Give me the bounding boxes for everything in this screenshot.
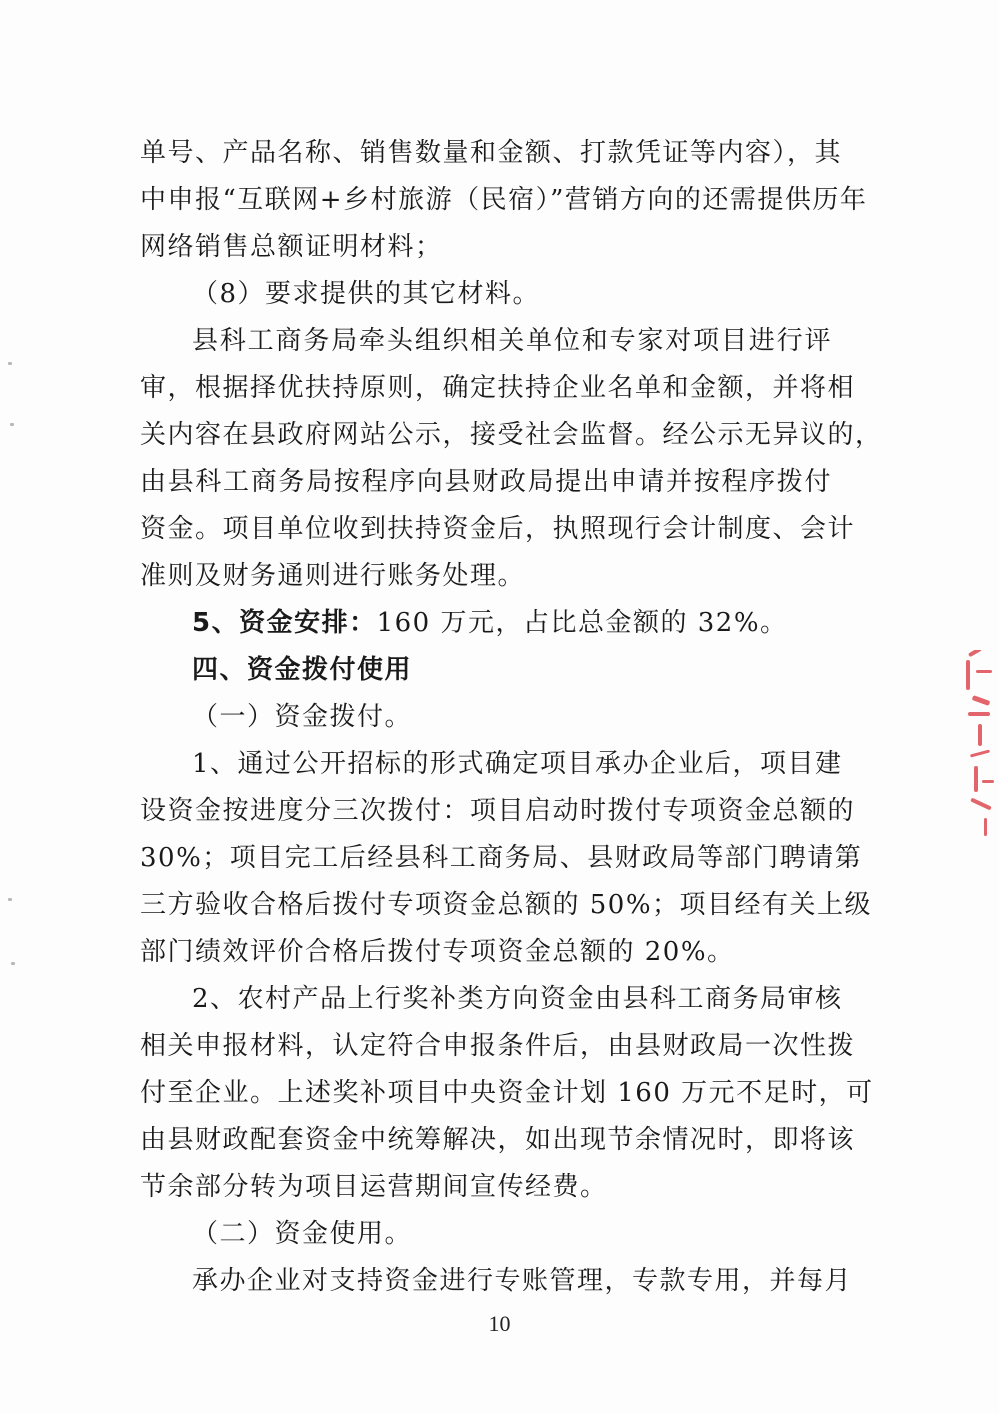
subheading-2: （二）资金使用。 (192, 1219, 413, 1249)
body-line-25: 承办企业对支持资金进行专账管理，专款专用，并每月 (192, 1266, 853, 1296)
body-line-6: 审，根据择优扶持原则，确定扶持企业名单和金额，并将相 (140, 373, 856, 403)
body-line-22: 由县财政配套资金中统筹解决，如出现节余情况时，即将该 (140, 1125, 856, 1155)
body-line-7: 关内容在县政府网站公示，接受社会监督。经公示无异议的， (140, 420, 883, 450)
body-line-23: 节余部分转为项目运营期间宣传经费。 (140, 1172, 608, 1202)
body-line-2: 中申报“互联网+乡村旅游（民宿）”营销方向的还需提供历年 (140, 185, 868, 215)
seal-stamp-fragment (958, 650, 998, 850)
funding-line (140, 600, 832, 647)
funding-label: 5、资金安排： (192, 608, 377, 638)
body-line-10: 准则及财务通则进行账务处理。 (140, 561, 526, 591)
body-line-20: 相关申报材料，认定符合申报条件后，由县财政局一次性拨 (140, 1031, 856, 1061)
body-line-17: 三方验收合格后拨付专项资金总额的 50%；项目经有关上级 (140, 890, 873, 920)
body-line-15: 设资金按进度分三次拨付：项目启动时拨付专项资金总额的 (140, 796, 856, 826)
body-line-16: 30%；项目完工后经县科工商务局、县财政局等部门聘请第 (140, 843, 863, 873)
page-number: 10 (488, 1311, 511, 1336)
body-line-3: 网络销售总额证明材料； (140, 232, 443, 262)
scan-speck (8, 898, 12, 901)
scan-speck (11, 962, 15, 965)
funding-text: 160 万元，占比总金额的 32%。 (376, 608, 788, 638)
body-line-8: 由县科工商务局按程序向县财政局提出申请并按程序拨付 (140, 467, 832, 497)
document-body (140, 130, 883, 1305)
section-heading-4: 四、资金拨付使用 (192, 655, 413, 685)
subheading-1: （一）资金拨付。 (192, 702, 413, 732)
body-line-9: 资金。项目单位收到扶持资金后，执照现行会计制度、会计 (140, 514, 856, 544)
body-line-5: 县科工商务局牵头组织相关单位和专家对项目进行评 (192, 326, 832, 356)
body-line-19: 2、农村产品上行奖补类方向资金由县科工商务局审核 (192, 984, 843, 1014)
body-line-4: （8）要求提供的其它材料。 (192, 279, 541, 309)
body-line-21: 付至企业。上述奖补项目中央资金计划 160 万元不足时，可 (140, 1078, 874, 1108)
body-line-14: 1、通过公开招标的形式确定项目承办企业后，项目建 (192, 749, 843, 779)
body-line-1: 单号、产品名称、销售数量和金额、打款凭证等内容），其 (140, 138, 843, 168)
body-line-18: 部门绩效评价合格后拨付专项资金总额的 20%。 (140, 937, 735, 967)
scan-speck (10, 423, 14, 426)
scan-speck (8, 362, 12, 365)
